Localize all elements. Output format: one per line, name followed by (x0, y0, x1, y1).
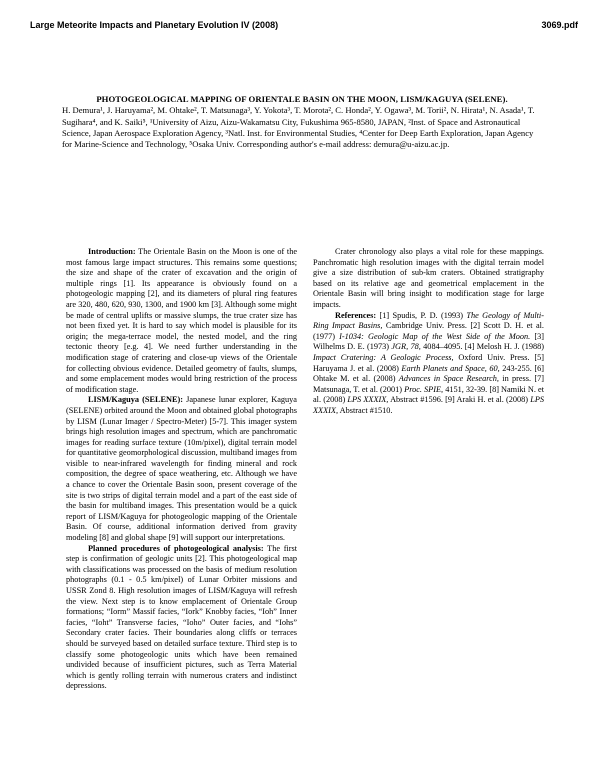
intro-heading: Introduction: (88, 247, 136, 256)
reference-pre: [7] Matsunaga, T. et al. (2001) (313, 374, 544, 394)
reference-post: 4151, 32-39. (443, 384, 490, 394)
reference-post: Abstract #1596. (388, 395, 446, 405)
reference-em: Advances in Space Research, (398, 374, 499, 384)
reference-em: Earth Planets and Space, 60, (401, 363, 500, 373)
reference-pre: [4] Melosh H. J. (1988) (464, 342, 544, 352)
planned-text: The first step is confirmation of geologic units [2]. This photogeological map with classifications was processed on the basis of medium resolution photographs (0.1 - 0.5 km/pixel) of Lunar Orbiter missions and USSR Zond 8. High resolution images of LISM/Kaguya will refresh the view. Next step is to know emplacement of Orientale Group formations; “Iorm” Massif facies, “Iork” Knobby facies, “Ioh” Inner facies, “Ioht” Transverse facies, “Ioho” Outer facies, and “Iohs” Secondary crater facies. Their boundaries along cliffs or terraces should be surveyed based on detailed surface texture. Third step is to classify some photogeologic units which have been remained undivided because of insufficient pictures, such as Terra Material which is gently rolling terrain with numerous craters and indistinct depressions. (66, 543, 298, 691)
reference-post: Oxford Univ. Press. (453, 352, 535, 362)
reference-em: Proc. SPIE, (404, 384, 444, 394)
title-block (62, 94, 542, 150)
references-paragraph (313, 311, 544, 417)
reference-em: LPS XXXIX, (313, 395, 544, 415)
intro-text: The Orientale Basin on the Moon is one of the most famous large impact structures. This remains some questions; the size and shape of the crater of excavation and the origin of multiple rings [1]. Its appearance is obviously found on a photogeologic mapping [2], and its diameters of plural ring features are 320, 480, 620, 930, 1300, and 1900 km [3]. Although some might be made of central uplifts or massive slumps, the true crater size has not been fixed yet. It is hard to say which model is plausible for its origin; the mega-terrace model, the nested model, and the ring tectonic theory [e.g. 4]. We need further understanding in the modification stage of cratering and close-up views of the Orientale for collecting obvious evidence. Detailed geometry of faults, slumps, and some emplacement modes would bring restriction of the process of modification stage. (66, 247, 297, 394)
planned-paragraph (66, 544, 297, 692)
reference-em: JGR, 78, (391, 342, 421, 352)
reference-pre: [1] Spudis, P. D. (1993) (379, 310, 467, 320)
reference-post: 4084–4095. (420, 342, 465, 352)
reference-em: LPS XXXIX, (347, 395, 389, 405)
reference-pre: [6] Ohtake M. et al. (2008) (313, 363, 545, 384)
reference-em: The Geology of Multi-Ring Impact Basins, (313, 310, 544, 331)
reference-em: Impact Cratering: A Geologic Process, (313, 352, 454, 362)
reference-pre: [9] Araki H. et al. (2008) (445, 395, 531, 405)
lism-text: Japanese lunar explorer, Kaguya (SELENE) orbited around the Moon and obtained global photographs by LISM (Lunar Imager / Spectro-Meter) [5-7]. This imager system brings high resolution images and spectrum, which are panchromatic images for reading surface texture (10m/pixel), digital terrain model for quantitative geomorphological discussion, multiband images from visible to near-infrared wavelength for finding mineral and rock composition, the degree of space weathering, etc. Although we have a chance to cover the Orientale Basin soon, present coverage of the site is two strips of digital terrain model and a part of the east side of the basin for multiband images. This presentation would be a quick report of LISM/Kaguya for photogeologic mapping of the Orientale Basin. Of course, additional information derived from gravity modeling [8] and global shape [9] will support our interpretations. (66, 395, 297, 543)
left-column (66, 247, 297, 692)
lism-paragraph (66, 395, 297, 543)
references-heading: References: (335, 310, 377, 320)
reference-pre: [2] Scott D. H. et al. (1977) (313, 321, 544, 341)
reference-list (313, 311, 544, 415)
reference-post: Cambridge Univ. Press. (382, 321, 471, 331)
reference-em: I-1034: Geologic Map of the West Side of the Moon. (339, 331, 531, 341)
reference-post: 243-255. (499, 363, 535, 373)
right-column (313, 247, 544, 417)
chronology-paragraph: Crater chronology also plays a vital role for these mappings. Panchromatic high resolution images with the digital terrain model give a size distribution of sub-km craters. Obtained stratigraphy based on its relative age and geometrical emplacement in the Orientale Basin will bring insight to modification stage for large impacts. (313, 247, 544, 309)
reference-pre: [3] Wilhelms D. E. (1973) (313, 331, 544, 352)
paper-id: 3069.pdf (541, 20, 578, 30)
reference-post: Abstract #1510. (338, 405, 393, 415)
reference-pre: [5] Haruyama J. et al. (2008) (313, 352, 544, 373)
reference-post: in press. (498, 374, 535, 384)
conference-header: Large Meteorite Impacts and Planetary Evolution IV (2008) (30, 20, 279, 30)
reference-pre: [8] Namiki N. et al. (2008) (313, 384, 544, 405)
planned-heading: Planned procedures of photogeological analysis: (88, 543, 264, 553)
lism-heading: LISM/Kaguya (SELENE): (88, 395, 184, 405)
author-list: H. Demura¹, J. Haruyama², M. Ohtake², T. Matsunaga³, Y. Yokota³, T. Morota², C. Honda², Y. Ogawa³, M. Torii², N. Hirata¹, N. Asada¹, T. Sugihara⁴, and K. Saiki⁵, ¹University of Aizu, Aizu-Wakamatsu City, Fukushima 965-8580, JAPAN, ²Inst. of Space and Astronautical Science, Japan Aerospace Exploration Agency, ³Natl. Inst. for Environmental Studies, ⁴Center for Deep Earth Exploration, Japan Agency for Marine-Science and Technology, ⁵Osaka Univ. Corresponding author's e-mail address: demura@u-aizu.ac.jp. (62, 105, 535, 150)
intro-paragraph (66, 247, 297, 395)
paper-title: PHOTOGEOLOGICAL MAPPING OF ORIENTALE BASIN ON THE MOON, LISM/KAGUYA (SELENE). (96, 94, 508, 104)
